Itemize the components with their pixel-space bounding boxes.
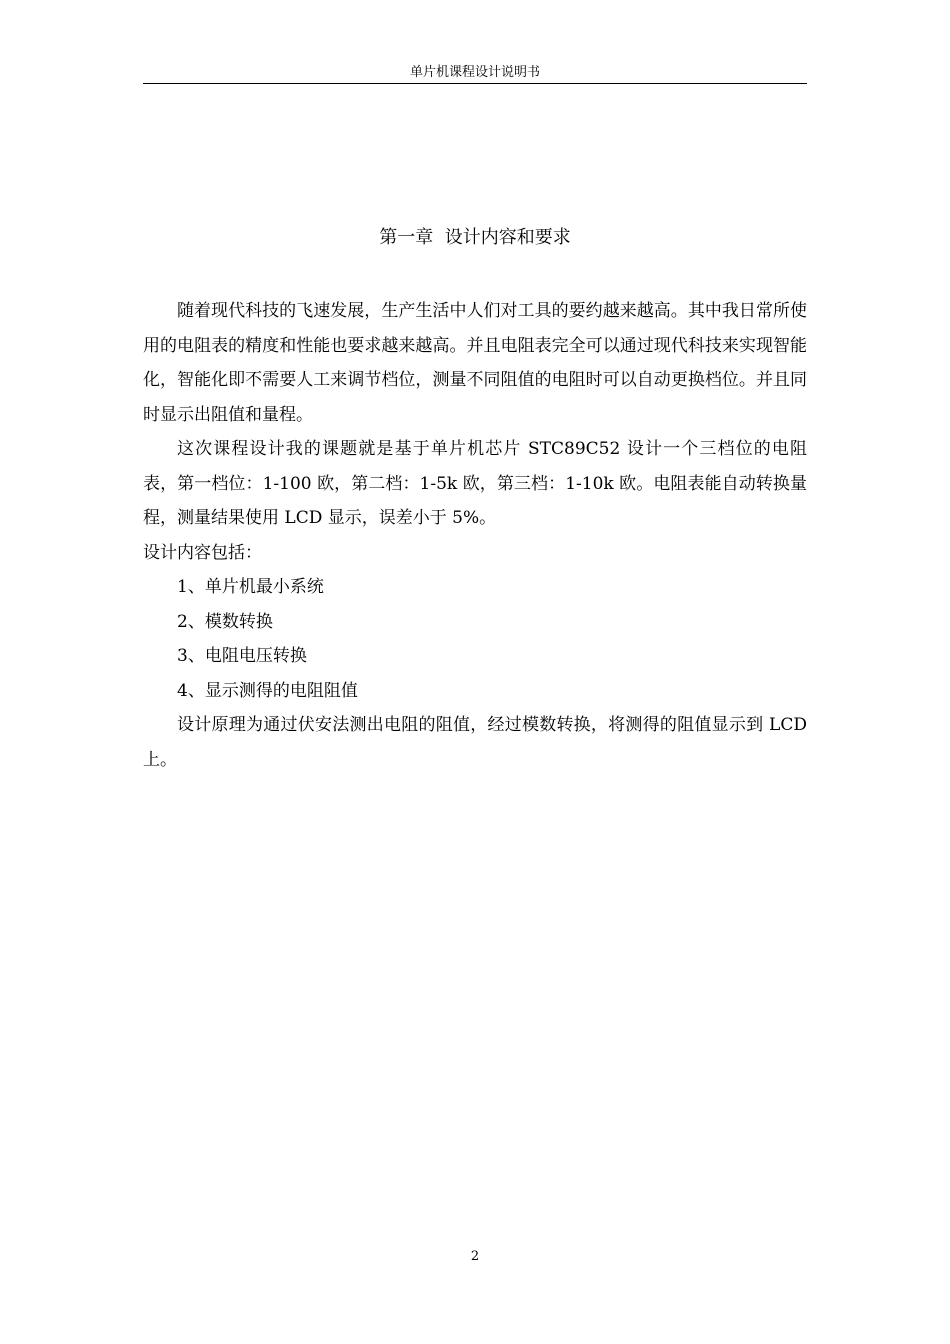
page-number: 2 — [470, 1249, 480, 1264]
header-rule — [143, 83, 807, 84]
paragraph-content-heading: 设计内容包括： — [143, 542, 262, 563]
body-text — [143, 294, 807, 777]
list-item: 1、单片机最小系统 — [177, 577, 324, 597]
paragraph-intro: 随着现代科技的飞速发展，生产生活中人们对工具的要约越来越高。其中我日常所使用的电阻表的精度和性能也要求越来越高。并且电阻表完全可以通过现代科技来实现智能化，智能化即不需要人工来调节档位，测量不同阻值的电阻时可以自动更换档位。并且同时显示出阻值和量程。 — [143, 301, 807, 425]
list-item: 2、模数转换 — [177, 611, 273, 632]
list-item: 3、电阻电压转换 — [177, 646, 307, 666]
list-item: 4、显示测得的电阻阻值 — [177, 680, 358, 701]
paragraph-topic: 这次课程设计我的课题就是基于单片机芯片 STC89C52 设计一个三档位的电阻表，第一档位：1-100 欧，第二档：1-5k 欧，第三档：1-10k 欧。电阻表能自动转换量程，测量结果使用 LCD 显示，误差小于 5%。 — [143, 439, 807, 528]
chapter-title: 第一章 设计内容和要求 — [379, 227, 571, 248]
paragraph-principle: 设计原理为通过伏安法测出电阻的阻值，经过模数转换，将测得的阻值显示到 LCD 上。 — [143, 715, 807, 770]
page-header: 单片机课程设计说明书 — [409, 65, 540, 80]
